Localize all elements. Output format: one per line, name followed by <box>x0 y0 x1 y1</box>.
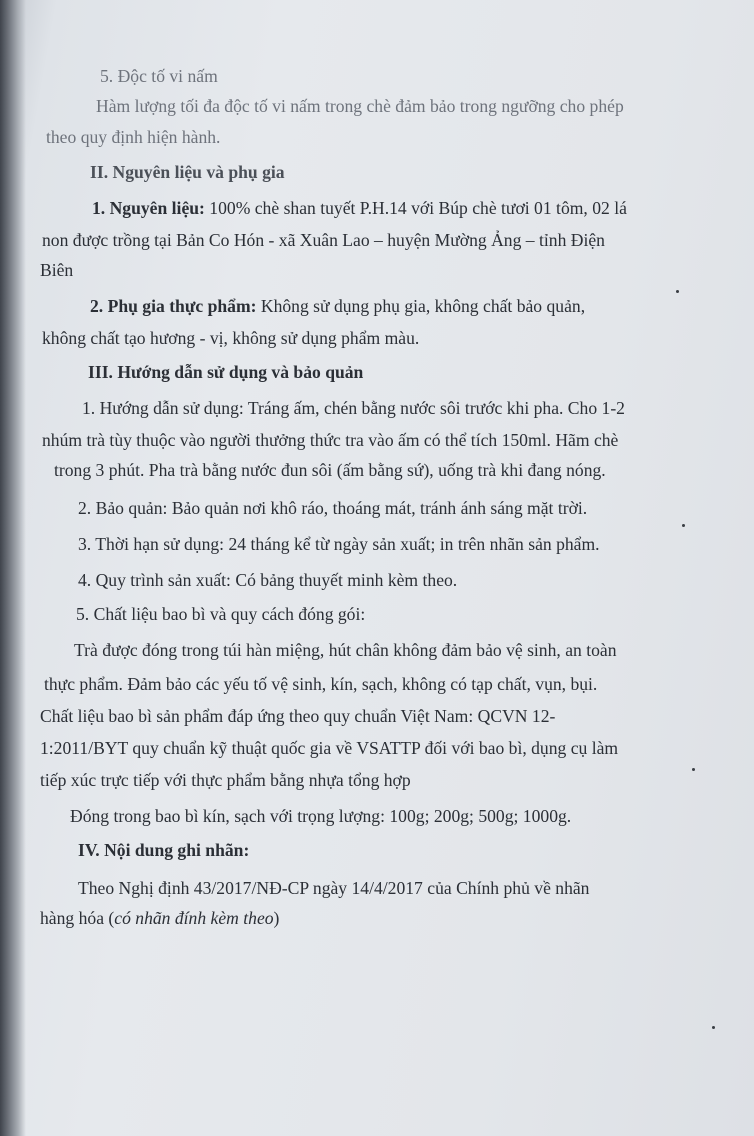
packaging-line-4: 1:2011/BYT quy chuẩn kỹ thuật quốc gia về VSATTP đối với bao bì, dụng cụ làm <box>40 738 619 758</box>
speck-mark <box>676 290 679 293</box>
usage-line-1: 1. Hướng dẫn sử dụng: Tráng ấm, chén bằng nước sôi trước khi pha. Cho 1-2 <box>82 398 625 418</box>
ingredients-line-2: non được trồng tại Bản Co Hón - xã Xuân Lao – huyện Mường Ảng – tỉnh Điện <box>42 230 605 250</box>
speck-mark <box>692 768 695 771</box>
section-4-title: IV. Nội dung ghi nhãn: <box>78 840 250 860</box>
packaging-line-1: Trà được đóng trong túi hàn miệng, hút chân không đảm bảo vệ sinh, an toàn <box>74 640 617 660</box>
ingredients-label: 1. Nguyên liệu: <box>92 198 205 218</box>
shelf-life-line: 3. Thời hạn sử dụng: 24 tháng kể từ ngày sản xuất; in trên nhãn sản phẩm. <box>78 534 600 554</box>
production-process-line: 4. Quy trình sản xuất: Có bảng thuyết minh kèm theo. <box>78 570 458 590</box>
speck-mark <box>712 1026 715 1029</box>
packaging-weight-line: Đóng trong bao bì kín, sạch với trọng lượng: 100g; 200g; 500g; 1000g. <box>70 806 572 826</box>
label-content-line-2 <box>40 902 730 934</box>
ingredients-line-1 <box>40 192 730 224</box>
section-3-title: III. Hướng dẫn sử dụng và bảo quản <box>88 362 364 382</box>
additives-text-1: Không sử dụng phụ gia, không chất bảo quản, <box>256 296 586 316</box>
ingredients-text-1: 100% chè shan tuyết P.H.14 với Búp chè tươi 01 tôm, 02 lá <box>204 198 627 218</box>
usage-line-2: nhúm trà tùy thuộc vào người thưởng thức tra vào ấm có thể tích 150ml. Hãm chè <box>42 430 619 450</box>
speck-mark <box>682 524 685 527</box>
label-content-text-a: hàng hóa ( <box>40 908 115 928</box>
ingredients-line-3: Biên <box>40 260 74 280</box>
section-5-body-line-2: theo quy định hiện hành. <box>46 127 221 147</box>
page-shadow-edge <box>0 0 26 1136</box>
packaging-line-5: tiếp xúc trực tiếp với thực phẩm bằng nhựa tổng hợp <box>40 770 411 790</box>
section-2-title: II. Nguyên liệu và phụ gia <box>90 162 285 182</box>
packaging-line-3: Chất liệu bao bì sản phẩm đáp ứng theo quy chuẩn Việt Nam: QCVN 12- <box>40 706 556 726</box>
additives-label: 2. Phụ gia thực phẩm: <box>90 296 257 316</box>
packaging-line-2: thực phẩm. Đảm bảo các yếu tố vệ sinh, kín, sạch, không có tạp chất, vụn, bụi. <box>44 674 598 694</box>
label-content-line-1: Theo Nghị định 43/2017/NĐ-CP ngày 14/4/2017 của Chính phủ về nhãn <box>78 878 590 898</box>
storage-line: 2. Bảo quản: Bảo quản nơi khô ráo, thoáng mát, tránh ánh sáng mặt trời. <box>78 498 588 518</box>
label-content-text-italic: có nhãn đính kèm theo <box>114 908 274 928</box>
usage-line-3: trong 3 phút. Pha trà bằng nước đun sôi (ấm bằng sứ), uống trà khi đang nóng. <box>54 460 606 480</box>
label-content-text-c: ) <box>273 908 280 928</box>
section-5-title: 5. Độc tố vi nấm <box>100 66 218 86</box>
additives-line-2: không chất tạo hương - vị, không sử dụng phẩm màu. <box>42 328 420 348</box>
packaging-title-line: 5. Chất liệu bao bì và quy cách đóng gói: <box>76 604 366 624</box>
section-5-body-line-1: Hàm lượng tối đa độc tố vi nấm trong chè đảm bảo trong ngưỡng cho phép <box>96 96 624 116</box>
document-body <box>40 60 730 928</box>
additives-line-1 <box>40 290 730 322</box>
